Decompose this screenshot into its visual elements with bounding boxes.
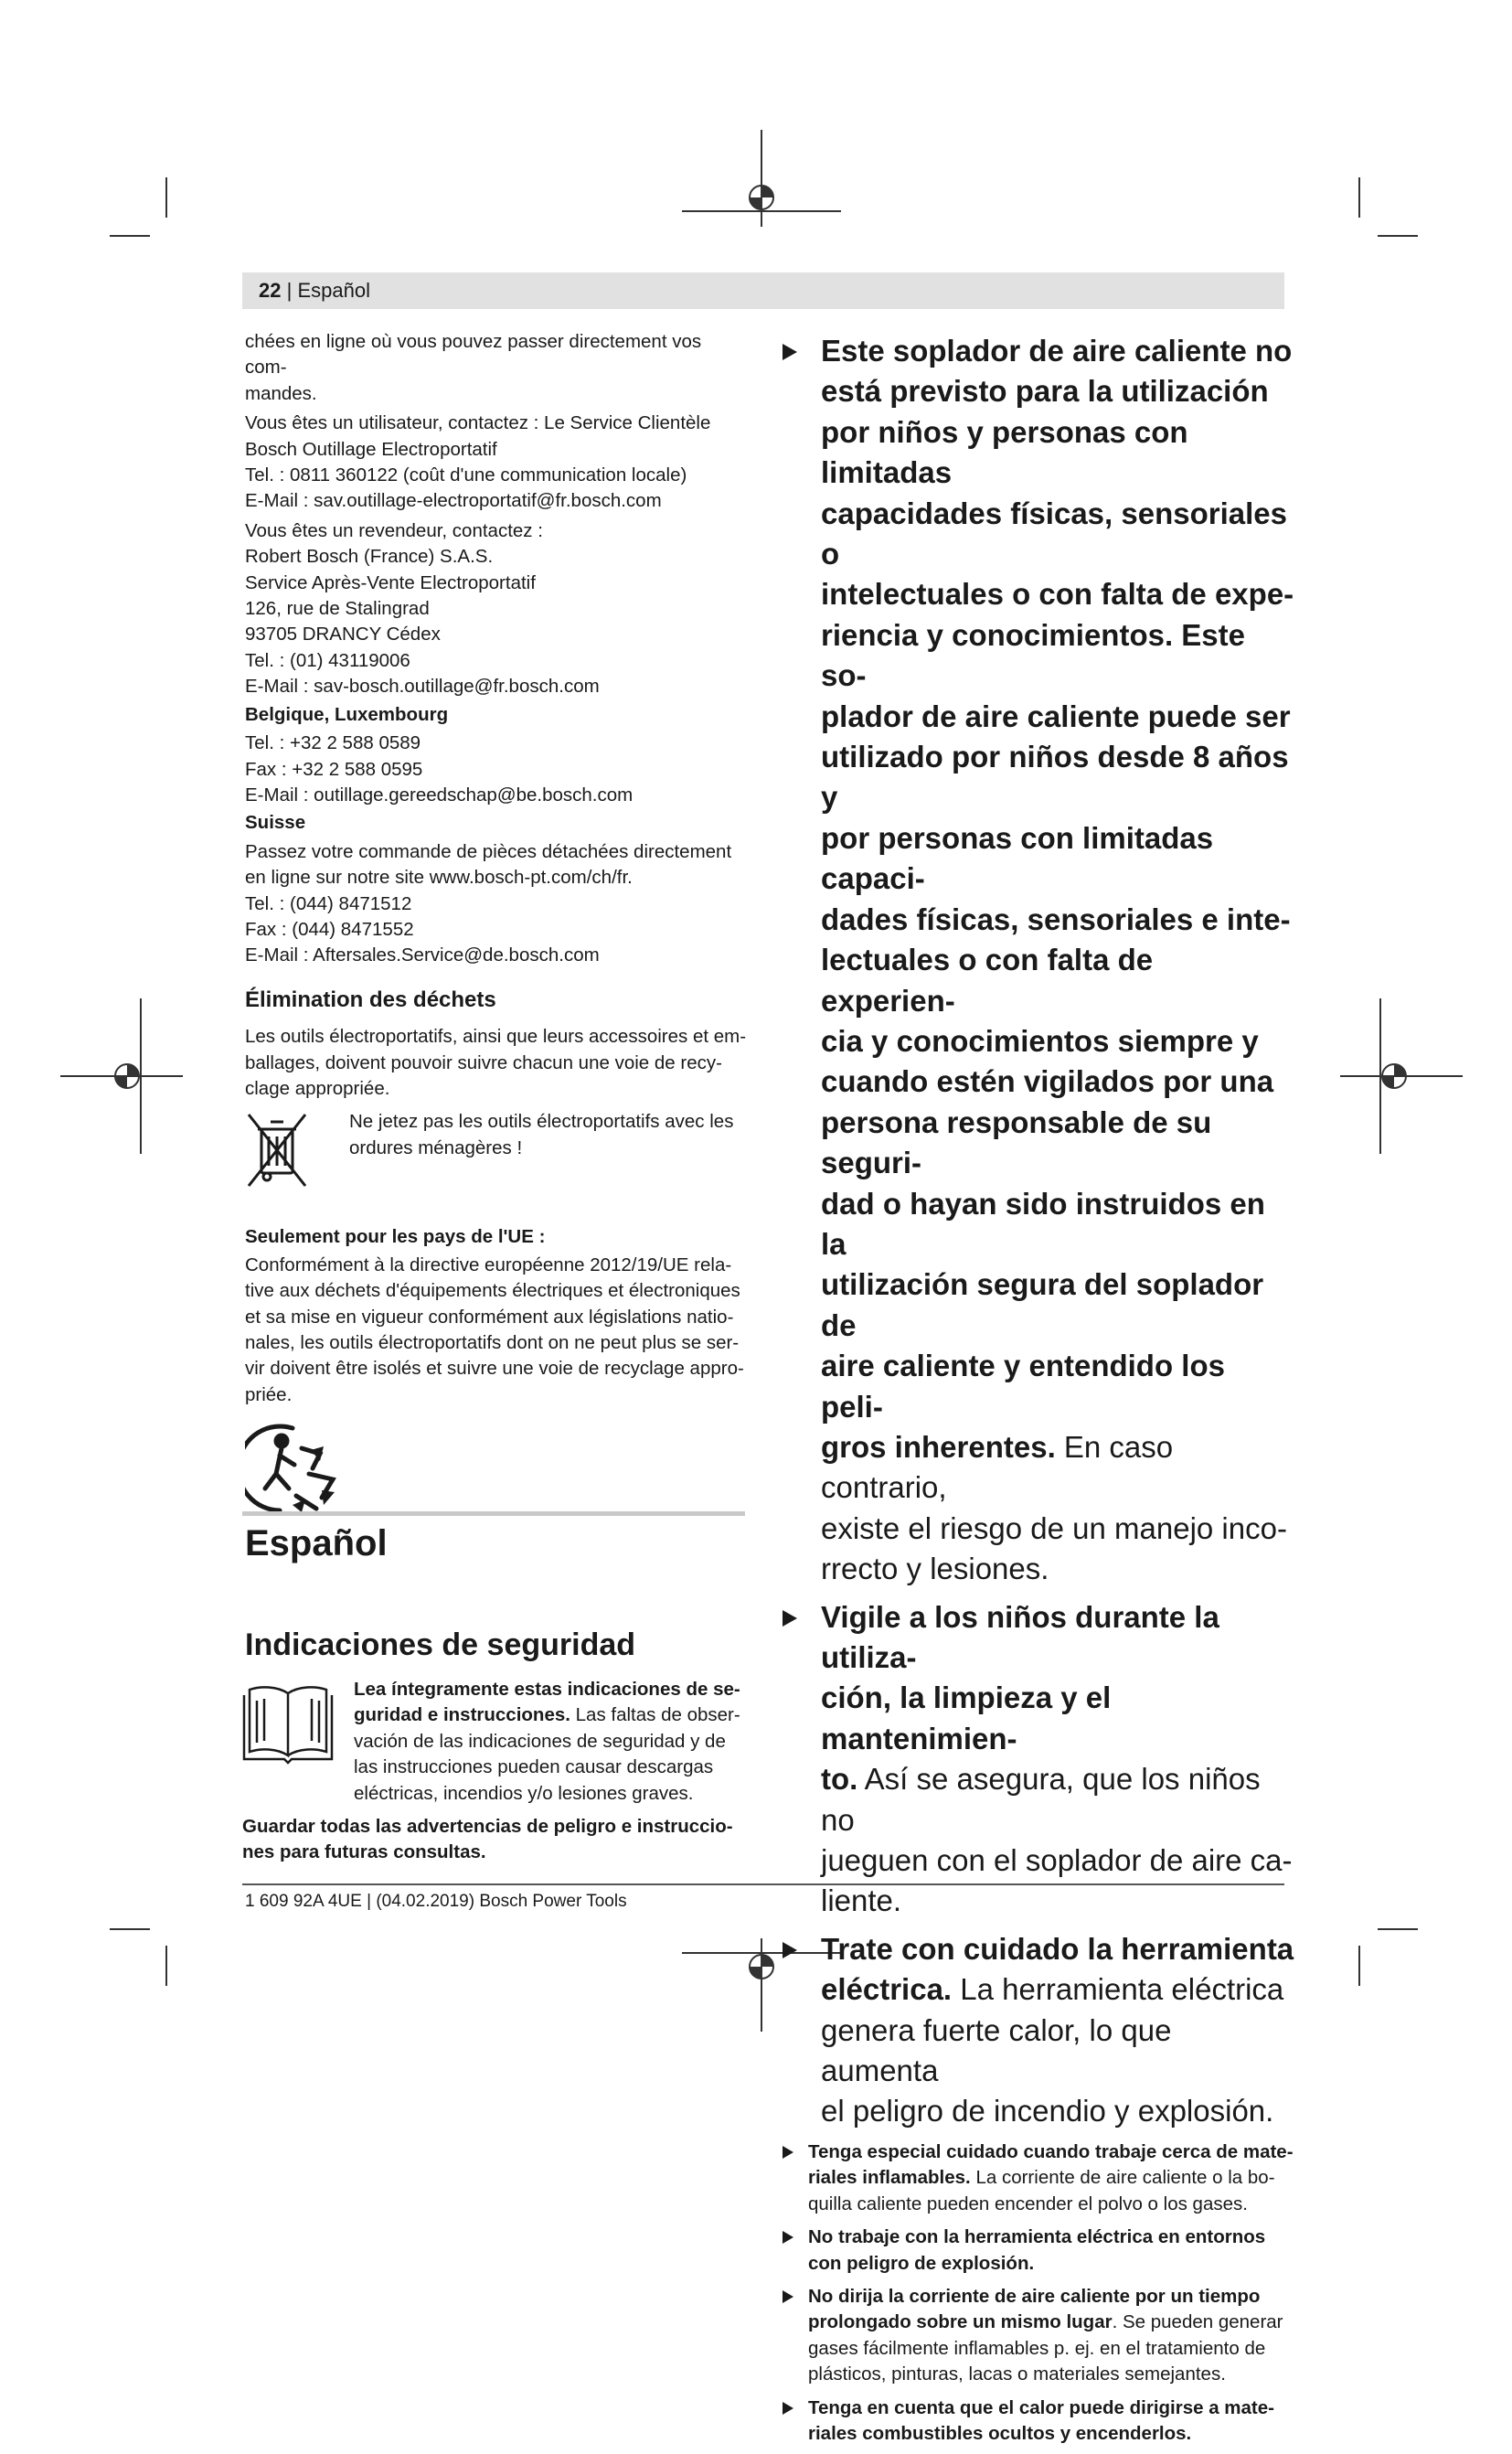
contact-line: Fax : +32 2 588 0595 bbox=[245, 758, 423, 780]
warning-line: jueguen con el soplador de aire ca- bbox=[821, 1843, 1293, 1878]
warning-bold-line: Vigile a los niños durante la utiliza- bbox=[821, 1599, 1219, 1674]
continued-line: chées en ligne où vous pouvez passer directement vos com- bbox=[245, 331, 702, 379]
ue-heading: Seulement pour les pays de l'UE : bbox=[245, 1226, 546, 1248]
book-bold-line: guridad e instrucciones. bbox=[354, 1704, 570, 1726]
guardar-line: nes para futuras consultas. bbox=[242, 1841, 486, 1863]
warning-line: En caso contrario, bbox=[821, 1429, 1174, 1505]
triman-recycling-icon bbox=[245, 1421, 346, 1521]
contact-line: Tel. : (044) 8471512 bbox=[245, 892, 412, 914]
suisse-heading: Suisse bbox=[245, 812, 306, 834]
elimination-line: ballages, doivent pouvoir suivre chacun une voie de recy- bbox=[245, 1051, 722, 1073]
bullet-triangle-icon bbox=[783, 2402, 793, 2415]
note-flammable-materials bbox=[783, 2139, 1294, 2217]
contact-line: Robert Bosch (France) S.A.S. bbox=[245, 546, 494, 568]
elimination-line: Les outils électroportatifs, ainsi que leurs accessoires et em- bbox=[245, 1026, 747, 1048]
warning-line: liente. bbox=[821, 1883, 902, 1918]
footer-rule bbox=[242, 1883, 1284, 1885]
contact-line: Tel. : +32 2 588 0589 bbox=[245, 732, 421, 754]
warning-bold-line: gros inherentes. bbox=[821, 1429, 1056, 1464]
warning-line: el peligro de incendio y explosión. bbox=[821, 2094, 1274, 2129]
ue-line: tive aux déchets d'équipements électriques et électroniques bbox=[245, 1280, 740, 1302]
warning-handle-with-care bbox=[783, 1929, 1294, 2132]
warning-line: Así se asegura, que los niños no bbox=[821, 1762, 1261, 1837]
bullet-triangle-icon bbox=[783, 1942, 797, 1958]
warning-bold-line: por niños y personas con limitadas bbox=[821, 414, 1188, 490]
bullet-triangle-icon bbox=[783, 1610, 797, 1627]
weee-line: ordures ménagères ! bbox=[349, 1136, 523, 1158]
warning-bold-line: por personas con limitadas capaci- bbox=[821, 820, 1214, 896]
note-prolonged-airflow bbox=[783, 2284, 1294, 2388]
open-book-icon bbox=[242, 1680, 334, 1765]
warning-line: La herramienta eléctrica bbox=[952, 1972, 1284, 2007]
warning-bold-line: utilización segura del soplador de bbox=[821, 1267, 1264, 1342]
contact-line: Passez votre commande de pièces détachées directement bbox=[245, 840, 732, 862]
warning-bold-line: to. bbox=[821, 1762, 858, 1797]
note-bold-line: riales combustibles ocultos y encenderlos. bbox=[808, 2422, 1192, 2444]
page-number: 22 bbox=[259, 279, 282, 302]
note-bold-line: No trabaje con la herramienta eléctrica en entornos bbox=[808, 2226, 1266, 2248]
ue-line: priée. bbox=[245, 1383, 293, 1405]
warning-bold-line: lectuales o con falta de experien- bbox=[821, 943, 1154, 1018]
warning-children bbox=[783, 331, 1294, 1590]
left-column bbox=[245, 329, 748, 1530]
ue-line: Conformément à la directive européenne 2012/19/UE rela- bbox=[245, 1254, 732, 1275]
footer-text: 1 609 92A 4UE | (04.02.2019) Bosch Power Tools bbox=[245, 1892, 627, 1911]
section-divider bbox=[242, 1511, 745, 1516]
warning-line: genera fuerte calor, lo que aumenta bbox=[821, 2012, 1172, 2088]
warning-bold-line: cuando estén vigilados por una bbox=[821, 1064, 1274, 1099]
note-line: . Se pueden generar bbox=[1112, 2311, 1283, 2333]
section-title: Español bbox=[245, 1523, 388, 1563]
contact-line: E-Mail : Aftersales.Service@de.bosch.com bbox=[245, 944, 600, 966]
right-column bbox=[783, 331, 1294, 2454]
header-language: Español bbox=[297, 279, 370, 302]
belgique-heading: Belgique, Luxembourg bbox=[245, 703, 449, 725]
continued-line: mandes. bbox=[245, 382, 317, 404]
elimination-heading: Élimination des déchets bbox=[245, 987, 496, 1012]
note-hidden-combustibles bbox=[783, 2395, 1294, 2448]
contact-line: E-Mail : outillage.gereedschap@be.bosch.com bbox=[245, 784, 634, 806]
warning-bold-line: ción, la limpieza y el mantenimien- bbox=[821, 1680, 1112, 1755]
warning-bold-line: persona responsable de su seguri- bbox=[821, 1104, 1212, 1180]
contact-line: Vous êtes un utilisateur, contactez : Le Service Clientèle bbox=[245, 412, 711, 434]
ue-line: et sa mise en vigueur conformément aux législations natio- bbox=[245, 1306, 734, 1328]
note-bold-line: riales inflamables. bbox=[808, 2167, 971, 2189]
contact-line: Tel. : (01) 43119006 bbox=[245, 649, 410, 671]
note-line: plásticos, pinturas, lacas o materiales semejantes. bbox=[808, 2363, 1226, 2385]
book-line: eléctricas, incendios y/o lesiones graves. bbox=[354, 1782, 694, 1804]
bullet-triangle-icon bbox=[783, 2231, 793, 2244]
note-bold-line: Tenga especial cuidado cuando trabaje cerca de mate- bbox=[808, 2140, 1294, 2162]
warning-line: rrecto y lesiones. bbox=[821, 1552, 1049, 1586]
book-bold-line: Lea íntegramente estas indicaciones de se- bbox=[354, 1679, 740, 1700]
note-explosive-environment bbox=[783, 2225, 1294, 2277]
elimination-line: clage appropriée. bbox=[245, 1077, 390, 1099]
note-bold-line: No dirija la corriente de aire caliente por un tiempo bbox=[808, 2285, 1261, 2307]
warning-bold-line: cia y conocimientos siempre y bbox=[821, 1023, 1259, 1058]
warning-bold-line: dad o hayan sido instruidos en la bbox=[821, 1186, 1265, 1261]
note-bold-line: con peligro de explosión. bbox=[808, 2252, 1035, 2274]
bullet-triangle-icon bbox=[783, 2290, 793, 2303]
ue-line: vir doivent être isolés et suivre une voie de recyclage appro- bbox=[245, 1358, 744, 1380]
note-bold-line: prolongado sobre un mismo lugar bbox=[808, 2311, 1113, 2333]
weee-line: Ne jetez pas les outils électroportatifs avec les bbox=[349, 1111, 734, 1133]
weee-notice bbox=[245, 1109, 748, 1188]
note-bold-line: Tenga en cuenta que el calor puede dirigirse a mate- bbox=[808, 2396, 1274, 2418]
warning-bold-line: riencia y conocimientos. Este so- bbox=[821, 617, 1245, 693]
guardar-line: Guardar todas las advertencias de peligro e instruccio- bbox=[242, 1816, 733, 1838]
warning-bold-line: Este soplador de aire caliente no bbox=[821, 334, 1293, 368]
header-text bbox=[259, 279, 370, 303]
page-header bbox=[242, 272, 1284, 309]
read-instructions-block bbox=[242, 1677, 751, 1866]
warning-bold-line: eléctrica. bbox=[821, 1972, 953, 2007]
warning-bold-line: capacidades físicas, sensoriales o bbox=[821, 496, 1287, 571]
contact-line: Tel. : 0811 360122 (coût d'une communication locale) bbox=[245, 464, 687, 486]
book-line: las instrucciones pueden causar descargas bbox=[354, 1756, 714, 1778]
read-instructions-text bbox=[354, 1677, 740, 1807]
warning-bold-line: dades físicas, sensoriales e inte- bbox=[821, 902, 1291, 936]
contact-line: Vous êtes un revendeur, contactez : bbox=[245, 519, 543, 541]
contact-line: Fax : (044) 8471552 bbox=[245, 918, 414, 940]
book-line: vación de las indicaciones de seguridad y de bbox=[354, 1730, 726, 1752]
note-line: quilla caliente pueden encender el polvo o los gases. bbox=[808, 2193, 1248, 2214]
warning-bold-line: plador de aire caliente puede ser bbox=[821, 699, 1291, 733]
contact-line: Bosch Outillage Electroportatif bbox=[245, 438, 497, 460]
bullet-triangle-icon bbox=[783, 2146, 793, 2159]
ue-line: nales, les outils électroportatifs dont on ne peut plus se ser- bbox=[245, 1332, 740, 1353]
contact-line: en ligne sur notre site www.bosch-pt.com/ch/fr. bbox=[245, 867, 633, 889]
section-subtitle: Indicaciones de seguridad bbox=[245, 1627, 636, 1662]
book-line: Las faltas de obser- bbox=[570, 1704, 740, 1726]
note-line: La corriente de aire caliente o la bo- bbox=[970, 2167, 1275, 2189]
bullet-triangle-icon bbox=[783, 344, 797, 360]
contact-line: E-Mail : sav.outillage-electroportatif@fr.bosch.com bbox=[245, 490, 662, 512]
warning-bold-line: aire caliente y entendido los peli- bbox=[821, 1349, 1225, 1424]
warning-bold-line: intelectuales o con falta de expe- bbox=[821, 577, 1294, 612]
contact-line: E-Mail : sav-bosch.outillage@fr.bosch.com bbox=[245, 676, 600, 698]
warning-bold-line: Trate con cuidado la herramienta bbox=[821, 1931, 1294, 1966]
header-separator: | bbox=[286, 279, 293, 302]
warning-bold-line: utilizado por niños desde 8 años y bbox=[821, 740, 1289, 815]
crossed-bin-icon bbox=[245, 1109, 309, 1188]
warning-line: existe el riesgo de un manejo inco- bbox=[821, 1510, 1287, 1545]
contact-line: Service Après-Vente Electroportatif bbox=[245, 571, 536, 593]
contact-line: 126, rue de Stalingrad bbox=[245, 598, 430, 620]
warning-supervise-children bbox=[783, 1597, 1294, 1922]
contact-line: 93705 DRANCY Cédex bbox=[245, 624, 441, 646]
warning-bold-line: está previsto para la utilización bbox=[821, 374, 1269, 409]
note-line: gases fácilmente inflamables p. ej. en el tratamiento de bbox=[808, 2337, 1266, 2359]
